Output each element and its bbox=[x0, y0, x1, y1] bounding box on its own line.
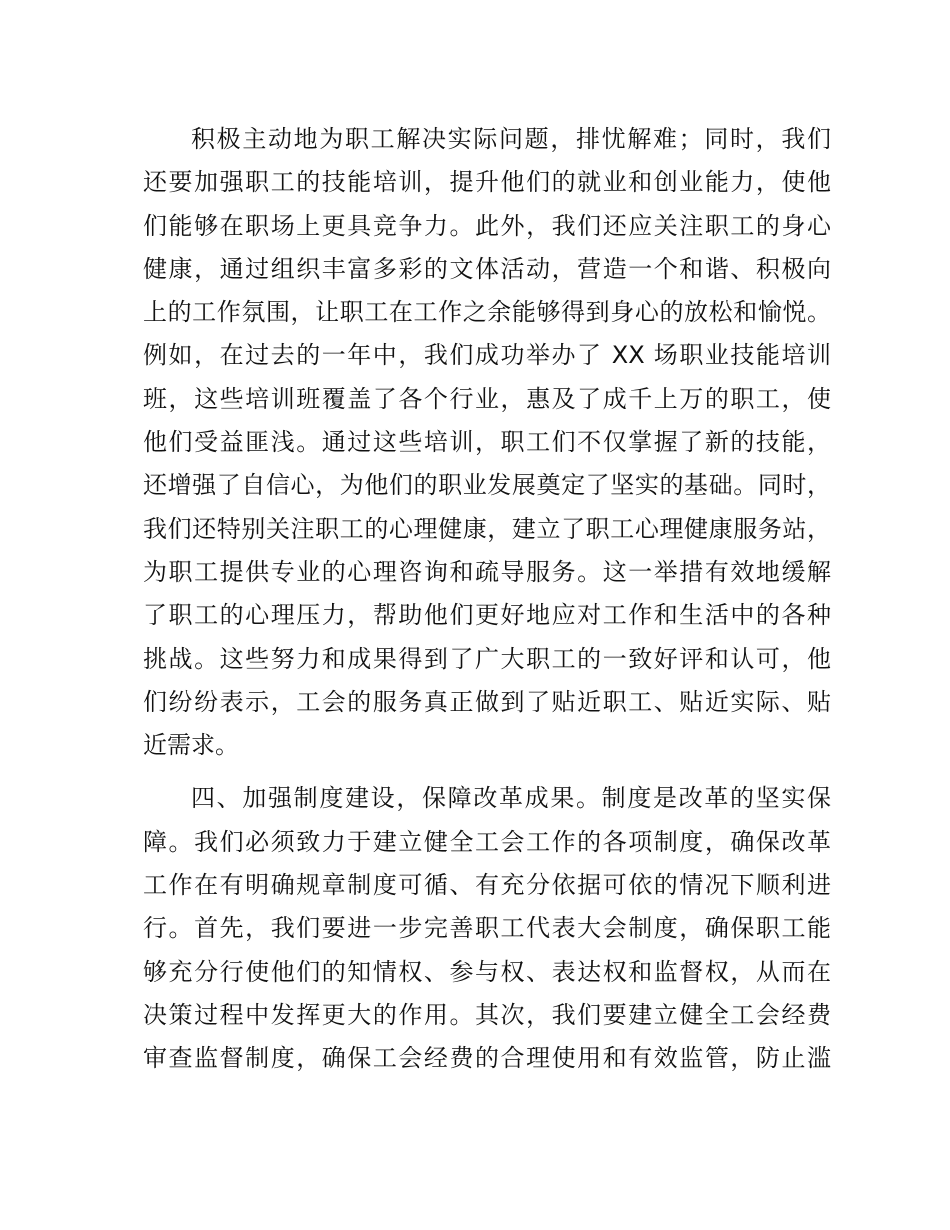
text-line: 上的工作氛围，让职工在工作之余能够得到身心的放松和愉悦。 bbox=[143, 298, 831, 327]
text-line: 够充分行使他们的知情权、参与权、表达权和监督权，从而在 bbox=[143, 957, 831, 986]
text-line: 工作在有明确规章制度可循、有充分依据可依的情况下顺利进 bbox=[143, 871, 831, 900]
paragraph bbox=[143, 118, 831, 767]
text-line: 他们受益匪浅。通过这些培训，职工们不仅掌握了新的技能， bbox=[143, 428, 831, 457]
text-line: 班，这些培训班覆盖了各个行业，惠及了成千上万的职工，使 bbox=[143, 384, 831, 413]
text-line: 四、加强制度建设，保障改革成果。制度是改革的坚实保 bbox=[191, 784, 831, 813]
text-line: 审查监督制度，确保工会经费的合理使用和有效监管，防止滥 bbox=[143, 1044, 831, 1073]
text-line: 障。我们必须致力于建立健全工会工作的各项制度，确保改革 bbox=[143, 827, 831, 856]
text-line: 们能够在职场上更具竞争力。此外，我们还应关注职工的身心 bbox=[143, 211, 831, 240]
text-line: 了职工的心理压力，帮助他们更好地应对工作和生活中的各种 bbox=[143, 601, 831, 630]
text-line: 决策过程中发挥更大的作用。其次，我们要建立健全工会经费 bbox=[143, 1000, 831, 1029]
paragraph bbox=[143, 777, 831, 1080]
text-line: 还要加强职工的技能培训，提升他们的就业和创业能力，使他 bbox=[143, 168, 831, 197]
text-line: 我们还特别关注职工的心理健康，建立了职工心理健康服务站， bbox=[143, 514, 831, 543]
text-line: 积极主动地为职工解决实际问题，排忧解难；同时，我们 bbox=[191, 125, 831, 153]
text-line: 健康，通过组织丰富多彩的文体活动，营造一个和谐、积极向 bbox=[143, 254, 831, 283]
document-page bbox=[143, 118, 831, 1091]
text-line: 为职工提供专业的心理咨询和疏导服务。这一举措有效地缓解 bbox=[143, 557, 831, 586]
text-line: 例如，在过去的一年中，我们成功举办了 XX 场职业技能培训 bbox=[143, 341, 831, 370]
text-line: 近需求。 bbox=[143, 731, 239, 760]
text-line: 还增强了自信心，为他们的职业发展奠定了坚实的基础。同时， bbox=[143, 471, 831, 500]
text-line: 挑战。这些努力和成果得到了广大职工的一致好评和认可，他 bbox=[143, 644, 831, 673]
text-line: 行。首先，我们要进一步完善职工代表大会制度，确保职工能 bbox=[143, 914, 831, 943]
text-line: 们纷纷表示，工会的服务真正做到了贴近职工、贴近实际、贴 bbox=[143, 687, 831, 716]
